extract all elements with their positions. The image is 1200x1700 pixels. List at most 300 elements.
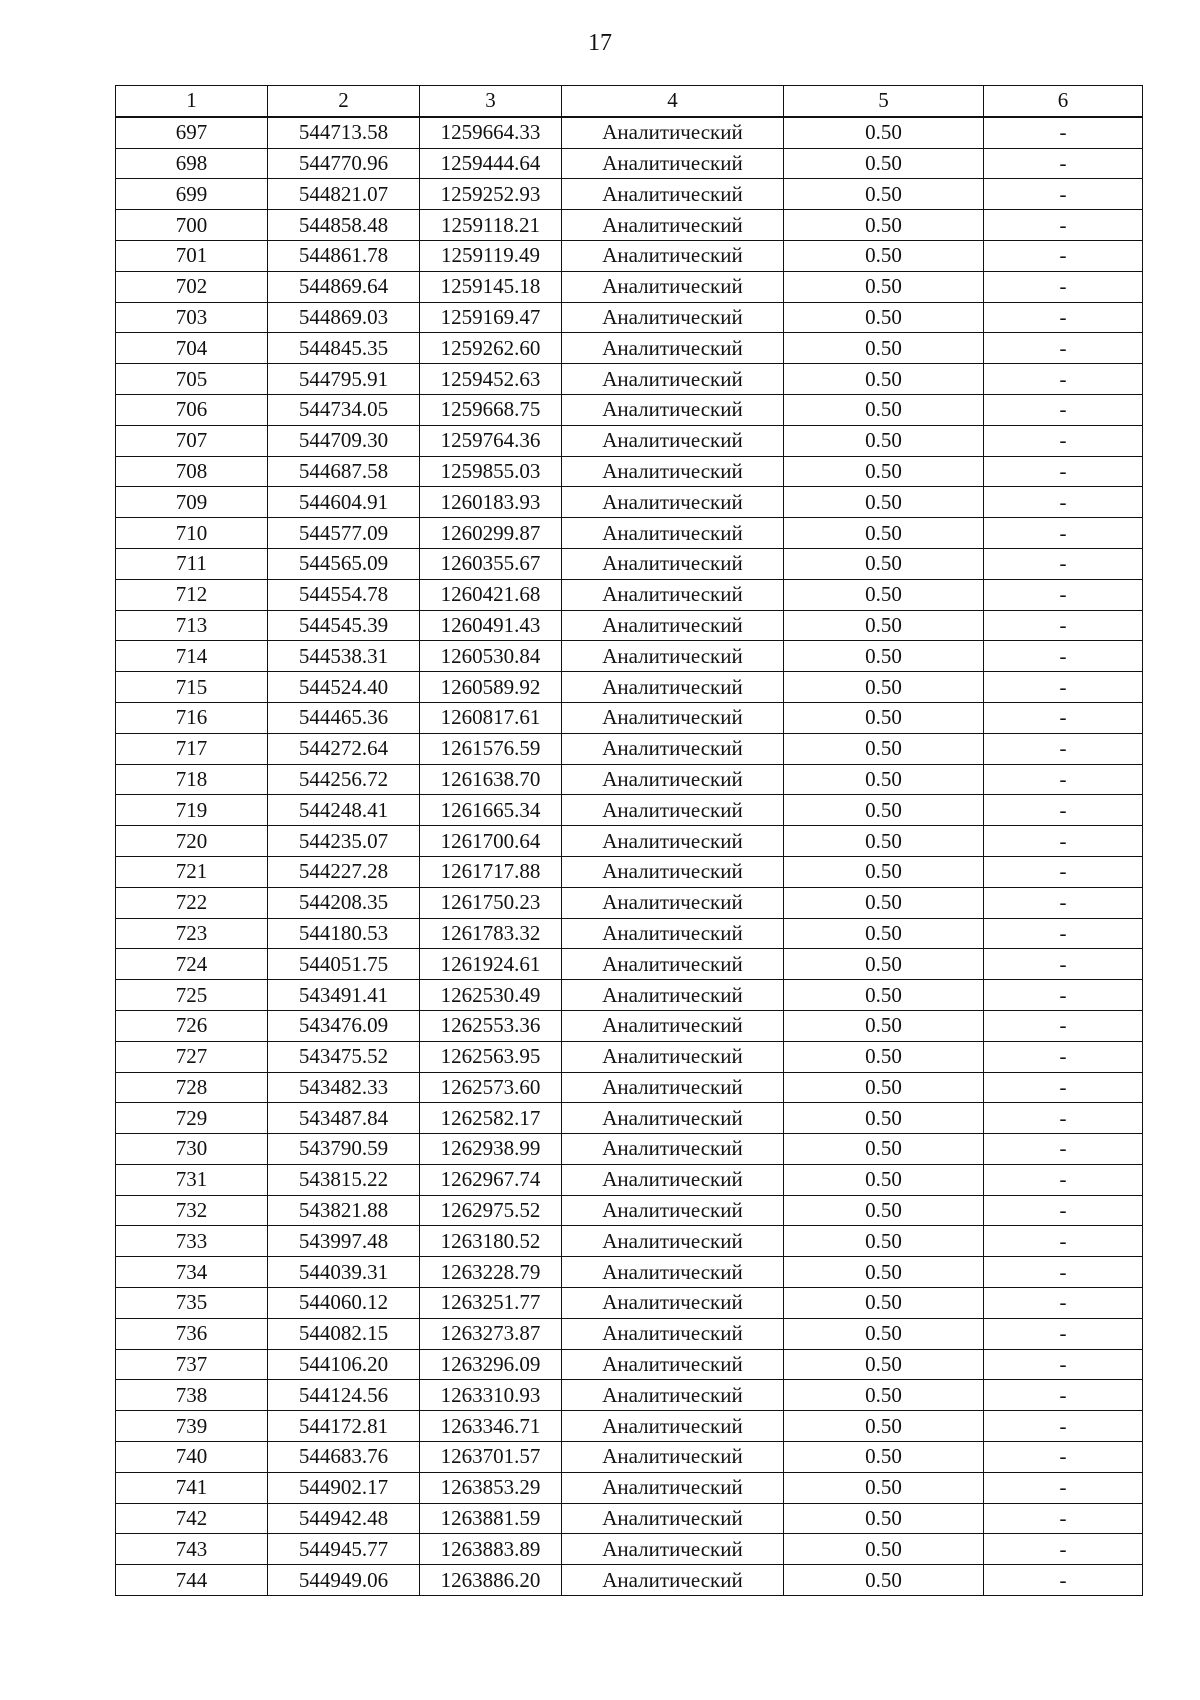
point-number-cell: 741 <box>116 1472 268 1503</box>
table-body <box>116 117 1143 1596</box>
point-number-cell: 721 <box>116 856 268 887</box>
note-cell: - <box>984 302 1143 333</box>
y-coordinate-cell: 1262582.17 <box>420 1103 562 1134</box>
note-cell: - <box>984 1349 1143 1380</box>
x-coordinate-cell: 543491.41 <box>268 980 420 1011</box>
note-cell: - <box>984 1226 1143 1257</box>
accuracy-cell: 0.50 <box>784 856 984 887</box>
table-row <box>116 1010 1143 1041</box>
method-cell: Аналитический <box>562 1195 784 1226</box>
y-coordinate-cell: 1263251.77 <box>420 1288 562 1319</box>
x-coordinate-cell: 544942.48 <box>268 1503 420 1534</box>
x-coordinate-cell: 543487.84 <box>268 1103 420 1134</box>
x-coordinate-cell: 544256.72 <box>268 764 420 795</box>
accuracy-cell: 0.50 <box>784 1442 984 1473</box>
table-row <box>116 1164 1143 1195</box>
accuracy-cell: 0.50 <box>784 240 984 271</box>
accuracy-cell: 0.50 <box>784 1565 984 1596</box>
accuracy-cell: 0.50 <box>784 1503 984 1534</box>
x-coordinate-cell: 543815.22 <box>268 1164 420 1195</box>
accuracy-cell: 0.50 <box>784 1288 984 1319</box>
x-coordinate-cell: 544208.35 <box>268 887 420 918</box>
x-coordinate-cell: 544272.64 <box>268 733 420 764</box>
column-header: 2 <box>268 86 420 117</box>
note-cell: - <box>984 1411 1143 1442</box>
table-row <box>116 1534 1143 1565</box>
coordinates-table <box>115 85 1143 1596</box>
x-coordinate-cell: 544524.40 <box>268 672 420 703</box>
method-cell: Аналитический <box>562 1134 784 1165</box>
accuracy-cell: 0.50 <box>784 795 984 826</box>
method-cell: Аналитический <box>562 210 784 241</box>
y-coordinate-cell: 1259764.36 <box>420 425 562 456</box>
table-row <box>116 487 1143 518</box>
method-cell: Аналитический <box>562 826 784 857</box>
accuracy-cell: 0.50 <box>784 1164 984 1195</box>
note-cell: - <box>984 1041 1143 1072</box>
page-number: 17 <box>588 30 612 56</box>
point-number-cell: 744 <box>116 1565 268 1596</box>
method-cell: Аналитический <box>562 702 784 733</box>
x-coordinate-cell: 543821.88 <box>268 1195 420 1226</box>
note-cell: - <box>984 210 1143 241</box>
method-cell: Аналитический <box>562 1226 784 1257</box>
point-number-cell: 711 <box>116 548 268 579</box>
note-cell: - <box>984 1103 1143 1134</box>
x-coordinate-cell: 544949.06 <box>268 1565 420 1596</box>
method-cell: Аналитический <box>562 456 784 487</box>
point-number-cell: 715 <box>116 672 268 703</box>
method-cell: Аналитический <box>562 117 784 148</box>
x-coordinate-cell: 544945.77 <box>268 1534 420 1565</box>
method-cell: Аналитический <box>562 364 784 395</box>
table-row <box>116 548 1143 579</box>
method-cell: Аналитический <box>562 1349 784 1380</box>
accuracy-cell: 0.50 <box>784 1226 984 1257</box>
point-number-cell: 728 <box>116 1072 268 1103</box>
accuracy-cell: 0.50 <box>784 364 984 395</box>
table-row <box>116 641 1143 672</box>
note-cell: - <box>984 117 1143 148</box>
method-cell: Аналитический <box>562 1318 784 1349</box>
x-coordinate-cell: 544051.75 <box>268 949 420 980</box>
point-number-cell: 718 <box>116 764 268 795</box>
table-row <box>116 271 1143 302</box>
y-coordinate-cell: 1261750.23 <box>420 887 562 918</box>
x-coordinate-cell: 544795.91 <box>268 364 420 395</box>
note-cell: - <box>984 733 1143 764</box>
accuracy-cell: 0.50 <box>784 302 984 333</box>
x-coordinate-cell: 543482.33 <box>268 1072 420 1103</box>
accuracy-cell: 0.50 <box>784 1472 984 1503</box>
method-cell: Аналитический <box>562 1072 784 1103</box>
column-header: 5 <box>784 86 984 117</box>
note-cell: - <box>984 487 1143 518</box>
method-cell: Аналитический <box>562 733 784 764</box>
point-number-cell: 734 <box>116 1257 268 1288</box>
method-cell: Аналитический <box>562 1411 784 1442</box>
y-coordinate-cell: 1261924.61 <box>420 949 562 980</box>
table-row <box>116 425 1143 456</box>
accuracy-cell: 0.50 <box>784 1010 984 1041</box>
method-cell: Аналитический <box>562 179 784 210</box>
y-coordinate-cell: 1261638.70 <box>420 764 562 795</box>
note-cell: - <box>984 1442 1143 1473</box>
note-cell: - <box>984 826 1143 857</box>
note-cell: - <box>984 518 1143 549</box>
y-coordinate-cell: 1263273.87 <box>420 1318 562 1349</box>
accuracy-cell: 0.50 <box>784 548 984 579</box>
y-coordinate-cell: 1263701.57 <box>420 1442 562 1473</box>
accuracy-cell: 0.50 <box>784 1195 984 1226</box>
method-cell: Аналитический <box>562 1041 784 1072</box>
table-row <box>116 1288 1143 1319</box>
y-coordinate-cell: 1263228.79 <box>420 1257 562 1288</box>
y-coordinate-cell: 1261717.88 <box>420 856 562 887</box>
note-cell: - <box>984 1318 1143 1349</box>
method-cell: Аналитический <box>562 425 784 456</box>
point-number-cell: 725 <box>116 980 268 1011</box>
y-coordinate-cell: 1259444.64 <box>420 148 562 179</box>
method-cell: Аналитический <box>562 148 784 179</box>
accuracy-cell: 0.50 <box>784 271 984 302</box>
note-cell: - <box>984 364 1143 395</box>
point-number-cell: 740 <box>116 1442 268 1473</box>
y-coordinate-cell: 1261576.59 <box>420 733 562 764</box>
accuracy-cell: 0.50 <box>784 949 984 980</box>
accuracy-cell: 0.50 <box>784 980 984 1011</box>
table-row <box>116 1565 1143 1596</box>
x-coordinate-cell: 543476.09 <box>268 1010 420 1041</box>
x-coordinate-cell: 544869.03 <box>268 302 420 333</box>
method-cell: Аналитический <box>562 333 784 364</box>
x-coordinate-cell: 544869.64 <box>268 271 420 302</box>
x-coordinate-cell: 544545.39 <box>268 610 420 641</box>
column-header: 6 <box>984 86 1143 117</box>
point-number-cell: 705 <box>116 364 268 395</box>
accuracy-cell: 0.50 <box>784 179 984 210</box>
table-row <box>116 333 1143 364</box>
table-row <box>116 302 1143 333</box>
method-cell: Аналитический <box>562 518 784 549</box>
x-coordinate-cell: 544565.09 <box>268 548 420 579</box>
x-coordinate-cell: 544180.53 <box>268 918 420 949</box>
x-coordinate-cell: 544709.30 <box>268 425 420 456</box>
point-number-cell: 723 <box>116 918 268 949</box>
table-row <box>116 148 1143 179</box>
column-header: 4 <box>562 86 784 117</box>
note-cell: - <box>984 240 1143 271</box>
table-row <box>116 733 1143 764</box>
y-coordinate-cell: 1260299.87 <box>420 518 562 549</box>
table-row <box>116 518 1143 549</box>
x-coordinate-cell: 544845.35 <box>268 333 420 364</box>
accuracy-cell: 0.50 <box>784 702 984 733</box>
x-coordinate-cell: 544465.36 <box>268 702 420 733</box>
accuracy-cell: 0.50 <box>784 672 984 703</box>
note-cell: - <box>984 1257 1143 1288</box>
accuracy-cell: 0.50 <box>784 918 984 949</box>
accuracy-cell: 0.50 <box>784 1318 984 1349</box>
method-cell: Аналитический <box>562 394 784 425</box>
note-cell: - <box>984 702 1143 733</box>
accuracy-cell: 0.50 <box>784 579 984 610</box>
y-coordinate-cell: 1259664.33 <box>420 117 562 148</box>
point-number-cell: 697 <box>116 117 268 148</box>
note-cell: - <box>984 1503 1143 1534</box>
method-cell: Аналитический <box>562 672 784 703</box>
table-row <box>116 1103 1143 1134</box>
table-row <box>116 610 1143 641</box>
x-coordinate-cell: 544172.81 <box>268 1411 420 1442</box>
note-cell: - <box>984 672 1143 703</box>
point-number-cell: 712 <box>116 579 268 610</box>
table-row <box>116 179 1143 210</box>
note-cell: - <box>984 394 1143 425</box>
table-row <box>116 918 1143 949</box>
point-number-cell: 710 <box>116 518 268 549</box>
point-number-cell: 735 <box>116 1288 268 1319</box>
accuracy-cell: 0.50 <box>784 1103 984 1134</box>
table-row <box>116 579 1143 610</box>
x-coordinate-cell: 544227.28 <box>268 856 420 887</box>
accuracy-cell: 0.50 <box>784 117 984 148</box>
point-number-cell: 732 <box>116 1195 268 1226</box>
x-coordinate-cell: 544713.58 <box>268 117 420 148</box>
y-coordinate-cell: 1263180.52 <box>420 1226 562 1257</box>
method-cell: Аналитический <box>562 1565 784 1596</box>
accuracy-cell: 0.50 <box>784 425 984 456</box>
point-number-cell: 704 <box>116 333 268 364</box>
x-coordinate-cell: 543790.59 <box>268 1134 420 1165</box>
table-row <box>116 1195 1143 1226</box>
point-number-cell: 743 <box>116 1534 268 1565</box>
table-row <box>116 456 1143 487</box>
x-coordinate-cell: 544734.05 <box>268 394 420 425</box>
note-cell: - <box>984 980 1143 1011</box>
note-cell: - <box>984 1010 1143 1041</box>
table-row <box>116 672 1143 703</box>
y-coordinate-cell: 1263296.09 <box>420 1349 562 1380</box>
table-row <box>116 1041 1143 1072</box>
point-number-cell: 738 <box>116 1380 268 1411</box>
method-cell: Аналитический <box>562 1472 784 1503</box>
accuracy-cell: 0.50 <box>784 1349 984 1380</box>
x-coordinate-cell: 544902.17 <box>268 1472 420 1503</box>
point-number-cell: 709 <box>116 487 268 518</box>
column-header: 3 <box>420 86 562 117</box>
y-coordinate-cell: 1261665.34 <box>420 795 562 826</box>
note-cell: - <box>984 1288 1143 1319</box>
note-cell: - <box>984 271 1143 302</box>
table-row <box>116 1318 1143 1349</box>
table-row <box>116 1134 1143 1165</box>
table-row <box>116 210 1143 241</box>
note-cell: - <box>984 548 1143 579</box>
method-cell: Аналитический <box>562 240 784 271</box>
table-row <box>116 1380 1143 1411</box>
method-cell: Аналитический <box>562 887 784 918</box>
y-coordinate-cell: 1262938.99 <box>420 1134 562 1165</box>
accuracy-cell: 0.50 <box>784 148 984 179</box>
y-coordinate-cell: 1263310.93 <box>420 1380 562 1411</box>
point-number-cell: 706 <box>116 394 268 425</box>
point-number-cell: 703 <box>116 302 268 333</box>
point-number-cell: 713 <box>116 610 268 641</box>
note-cell: - <box>984 949 1143 980</box>
y-coordinate-cell: 1259452.63 <box>420 364 562 395</box>
method-cell: Аналитический <box>562 1534 784 1565</box>
x-coordinate-cell: 543997.48 <box>268 1226 420 1257</box>
table-row <box>116 980 1143 1011</box>
point-number-cell: 700 <box>116 210 268 241</box>
method-cell: Аналитический <box>562 795 784 826</box>
table-row <box>116 795 1143 826</box>
y-coordinate-cell: 1261700.64 <box>420 826 562 857</box>
x-coordinate-cell: 544039.31 <box>268 1257 420 1288</box>
table-row <box>116 856 1143 887</box>
accuracy-cell: 0.50 <box>784 333 984 364</box>
y-coordinate-cell: 1263883.89 <box>420 1534 562 1565</box>
y-coordinate-cell: 1262563.95 <box>420 1041 562 1072</box>
method-cell: Аналитический <box>562 1503 784 1534</box>
note-cell: - <box>984 333 1143 364</box>
y-coordinate-cell: 1260183.93 <box>420 487 562 518</box>
x-coordinate-cell: 544060.12 <box>268 1288 420 1319</box>
note-cell: - <box>984 764 1143 795</box>
method-cell: Аналитический <box>562 1103 784 1134</box>
y-coordinate-cell: 1262553.36 <box>420 1010 562 1041</box>
note-cell: - <box>984 918 1143 949</box>
accuracy-cell: 0.50 <box>784 826 984 857</box>
point-number-cell: 737 <box>116 1349 268 1380</box>
x-coordinate-cell: 544577.09 <box>268 518 420 549</box>
table-row <box>116 949 1143 980</box>
point-number-cell: 736 <box>116 1318 268 1349</box>
method-cell: Аналитический <box>562 548 784 579</box>
method-cell: Аналитический <box>562 1442 784 1473</box>
point-number-cell: 730 <box>116 1134 268 1165</box>
point-number-cell: 698 <box>116 148 268 179</box>
y-coordinate-cell: 1259118.21 <box>420 210 562 241</box>
point-number-cell: 727 <box>116 1041 268 1072</box>
table-row <box>116 1226 1143 1257</box>
note-cell: - <box>984 1195 1143 1226</box>
note-cell: - <box>984 1072 1143 1103</box>
point-number-cell: 716 <box>116 702 268 733</box>
y-coordinate-cell: 1262967.74 <box>420 1164 562 1195</box>
y-coordinate-cell: 1263881.59 <box>420 1503 562 1534</box>
method-cell: Аналитический <box>562 1288 784 1319</box>
accuracy-cell: 0.50 <box>784 1134 984 1165</box>
table-row <box>116 117 1143 148</box>
point-number-cell: 702 <box>116 271 268 302</box>
accuracy-cell: 0.50 <box>784 1534 984 1565</box>
x-coordinate-cell: 544106.20 <box>268 1349 420 1380</box>
column-header: 1 <box>116 86 268 117</box>
method-cell: Аналитический <box>562 949 784 980</box>
table-row <box>116 1349 1143 1380</box>
point-number-cell: 699 <box>116 179 268 210</box>
point-number-cell: 724 <box>116 949 268 980</box>
method-cell: Аналитический <box>562 856 784 887</box>
x-coordinate-cell: 544538.31 <box>268 641 420 672</box>
note-cell: - <box>984 1565 1143 1596</box>
y-coordinate-cell: 1262975.52 <box>420 1195 562 1226</box>
point-number-cell: 742 <box>116 1503 268 1534</box>
accuracy-cell: 0.50 <box>784 1380 984 1411</box>
point-number-cell: 731 <box>116 1164 268 1195</box>
accuracy-cell: 0.50 <box>784 733 984 764</box>
x-coordinate-cell: 544235.07 <box>268 826 420 857</box>
x-coordinate-cell: 544687.58 <box>268 456 420 487</box>
method-cell: Аналитический <box>562 918 784 949</box>
y-coordinate-cell: 1262530.49 <box>420 980 562 1011</box>
point-number-cell: 726 <box>116 1010 268 1041</box>
x-coordinate-cell: 544604.91 <box>268 487 420 518</box>
x-coordinate-cell: 544248.41 <box>268 795 420 826</box>
method-cell: Аналитический <box>562 1257 784 1288</box>
table-row <box>116 702 1143 733</box>
method-cell: Аналитический <box>562 764 784 795</box>
method-cell: Аналитический <box>562 579 784 610</box>
note-cell: - <box>984 1534 1143 1565</box>
table-row <box>116 764 1143 795</box>
table-row <box>116 1503 1143 1534</box>
accuracy-cell: 0.50 <box>784 518 984 549</box>
note-cell: - <box>984 456 1143 487</box>
point-number-cell: 722 <box>116 887 268 918</box>
y-coordinate-cell: 1259145.18 <box>420 271 562 302</box>
accuracy-cell: 0.50 <box>784 887 984 918</box>
y-coordinate-cell: 1259262.60 <box>420 333 562 364</box>
method-cell: Аналитический <box>562 980 784 1011</box>
point-number-cell: 714 <box>116 641 268 672</box>
y-coordinate-cell: 1263853.29 <box>420 1472 562 1503</box>
table-row <box>116 240 1143 271</box>
note-cell: - <box>984 795 1143 826</box>
accuracy-cell: 0.50 <box>784 764 984 795</box>
y-coordinate-cell: 1261783.32 <box>420 918 562 949</box>
x-coordinate-cell: 544821.07 <box>268 179 420 210</box>
method-cell: Аналитический <box>562 610 784 641</box>
method-cell: Аналитический <box>562 271 784 302</box>
x-coordinate-cell: 543475.52 <box>268 1041 420 1072</box>
table-row <box>116 1411 1143 1442</box>
point-number-cell: 739 <box>116 1411 268 1442</box>
point-number-cell: 701 <box>116 240 268 271</box>
y-coordinate-cell: 1260530.84 <box>420 641 562 672</box>
x-coordinate-cell: 544858.48 <box>268 210 420 241</box>
y-coordinate-cell: 1260589.92 <box>420 672 562 703</box>
accuracy-cell: 0.50 <box>784 487 984 518</box>
point-number-cell: 719 <box>116 795 268 826</box>
accuracy-cell: 0.50 <box>784 210 984 241</box>
y-coordinate-cell: 1260355.67 <box>420 548 562 579</box>
method-cell: Аналитический <box>562 1164 784 1195</box>
y-coordinate-cell: 1259668.75 <box>420 394 562 425</box>
table-row <box>116 364 1143 395</box>
method-cell: Аналитический <box>562 302 784 333</box>
note-cell: - <box>984 579 1143 610</box>
note-cell: - <box>984 1134 1143 1165</box>
point-number-cell: 717 <box>116 733 268 764</box>
note-cell: - <box>984 179 1143 210</box>
y-coordinate-cell: 1260491.43 <box>420 610 562 641</box>
table-row <box>116 1257 1143 1288</box>
accuracy-cell: 0.50 <box>784 1411 984 1442</box>
accuracy-cell: 0.50 <box>784 1072 984 1103</box>
